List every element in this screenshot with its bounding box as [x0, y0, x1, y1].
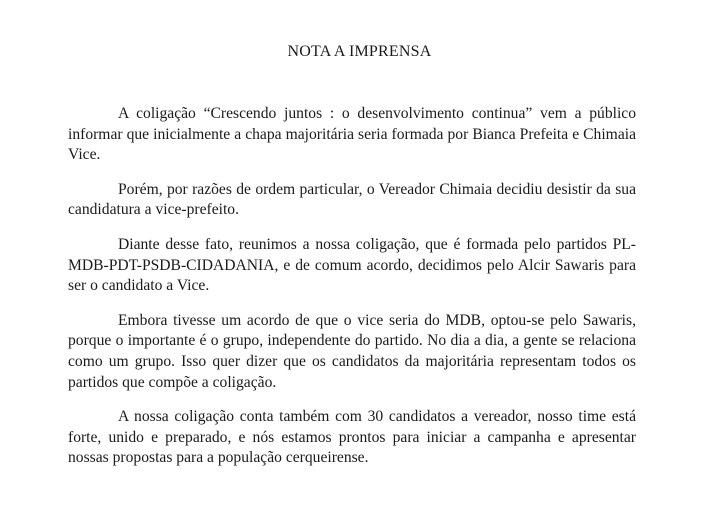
document-title: NOTA A IMPRENSA — [287, 43, 432, 60]
paragraph-withdrawal: Porém, por razões de ordem particular, o Vereador Chimaia decidiu desistir da sua candidatura a vice-prefeito. — [68, 180, 636, 219]
paragraph-group-rationale: Embora tivesse um acordo de que o vice seria do MDB, optou-se pelo Sawaris, porque o importante é o grupo, independente do partido. No dia a dia, a gente se relaciona como um grupo. Isso quer dizer que os candidatos da majoritária representam todos os partidos que compõe a coligação. — [68, 311, 636, 391]
paragraph-council-candidates: A nossa coligação conta também com 30 candidatos a vereador, nosso time está forte, unido e preparado, e nós estamos prontos para iniciar a campanha e apresentar nossas propostas para a população cerqueirense. — [68, 408, 636, 467]
paragraph-coalition-intro: A coligação “Crescendo juntos : o desenvolvimento continua” vem a público informar que inicialmente a chapa majoritária seria formada por Bianca Prefeita e Chimaia Vice. — [68, 105, 636, 164]
document-body — [68, 104, 636, 483]
paragraph-new-candidate: Diante desse fato, reunimos a nossa coligação, que é formada pelo partidos PL-MDB-PDT-PSDB-CIDADANIA, e de comum acordo, decidimos pelo Alcir Sawaris para ser o candidato a Vice. — [68, 235, 636, 295]
